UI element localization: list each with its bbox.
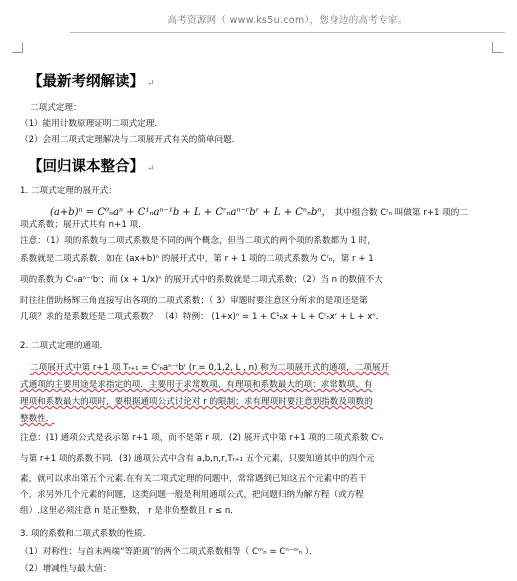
syllabus-line: （1）能用计数原理证明二项式定理． xyxy=(20,119,163,129)
text-line: 注意：（1）项的系数与二项式系数是不同的两个概念，但当二项式的两个项的系数都为 1 时， xyxy=(20,236,376,246)
text-line: 个，求另外几个元素的问题，这类问题一般是利用通项公式，把问题归纳为解方程（或方程 xyxy=(20,490,364,500)
header-site-text: 高考资源网（ www.ks5u.com），您身边的高考专家。 xyxy=(167,15,408,26)
text-line: 素，就可以求出第五个元素.在有关二项式定理的问题中，常常遇到已知这五个元素中的若干 xyxy=(20,474,367,484)
text-line: 理项和系数最大的项时，要根据通项公式讨论对 r 的限制；求有理项时要注意到指数及项数的 xyxy=(20,397,373,407)
text-line: 时往往借助杨辉三角直接写出各项的二项式系数；（ 3）审题时要注意区分所求的是项还是第 xyxy=(20,296,368,306)
text-line: 系数就是二项式系数．如在 (ax+b)ⁿ 的展开式中，第 r + 1 项的二项式系数为 Cʳₙ，第 r + 1 xyxy=(20,254,374,264)
binomial-formula: (a+b)ⁿ = C⁰ₙaⁿ + C¹ₙaⁿ⁻¹b + L + Cʳₙaⁿ⁻ʳbʳ + L + Cⁿₙbⁿ， 其中组合数 Cʳₙ 叫做第 r+1 项的二 xyxy=(50,207,468,218)
syllabus-line: 二项式定理： xyxy=(30,103,82,113)
text-line: 整数性． xyxy=(20,414,55,424)
section-title-syllabus: 【最新考纲解读】 ↵ xyxy=(28,73,155,90)
margin-corner-mark xyxy=(12,42,23,53)
text-line: 与第 r+1 项的系数不同．(3) 通项公式中含有 a,b,n,r,Tᵣ₊₁ 五个元素，只要知道其中的四个元 xyxy=(20,454,375,464)
paragraph-heading: 1. 二项式定理的展开式： xyxy=(20,186,117,196)
text-line: （1）对称性：与首末两端“等距离”的两个二项式系数相等（ Cᵐₙ = Cⁿ⁻ᵐₙ ）． xyxy=(20,547,318,557)
text-line: 项式系数；展开式共有 n+1 项． xyxy=(20,220,147,230)
paragraph-heading: 2. 二项式定理的通项． xyxy=(20,341,109,351)
text-line: （2）增减性与最大值： xyxy=(20,564,112,574)
text-line: 组）.这里必须注意 n 是正整数， r 是非负整数且 r ≤ n． xyxy=(20,506,239,516)
paragraph-heading: 3. 项的系数和二项式系数的性质． xyxy=(20,529,152,539)
text-line: 式通项的主要用途是求指定的项．主要用于求常数项、有理项和系数最大的项：求常数项、有 xyxy=(20,380,373,390)
text-line: 注意：(1) 通项公式是表示第 r+1 项，而不是第 r 项．(2) 展开式中第 r+1 项的二项式系数 Cʳₙ xyxy=(20,433,383,443)
page-header xyxy=(70,6,505,33)
syllabus-line: （2）会用二项式定理解决与二项展开式有关的简单问题． xyxy=(20,135,241,145)
text-line: 二项展开式中第 r+1 项 Tᵣ₊₁ = Cʳₙaⁿ⁻ʳbʳ (r = 0,1,2, L , n) 称为二项展开式的通项，二项展开 xyxy=(30,363,390,373)
section-title-textbook: 【回归课本整合】 ↵ xyxy=(28,158,155,175)
margin-corner-mark xyxy=(492,42,503,53)
text-line: 项的系数为 Cʳₙaⁿ⁻ʳbʳ；而 (x + 1/x)ⁿ 的展开式中的系数就是二项式系数；（2）当 n 的数值不大 xyxy=(20,275,383,285)
text-line: 几项？求的是系数还是二项式系数？ （4）特例： (1+x)ⁿ = 1 + C¹ₙx + L + Cʳₙxʳ + L + xⁿ． xyxy=(20,312,385,322)
